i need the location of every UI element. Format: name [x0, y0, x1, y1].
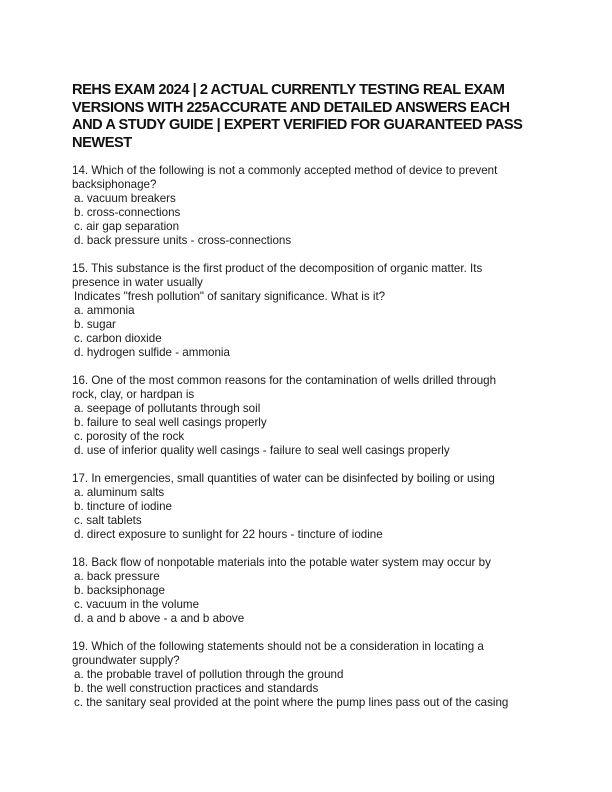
question-stem: 17. In emergencies, small quantities of water can be disinfected by boiling or using	[72, 472, 495, 485]
question-stem: 18. Back flow of nonpotable materials into the potable water system may occur by	[72, 556, 491, 569]
question-18	[72, 556, 572, 626]
question-17	[72, 472, 572, 542]
answer-option: d. hydrogen sulfide - ammonia	[74, 346, 230, 359]
question-14	[72, 164, 572, 248]
question-15	[72, 262, 572, 360]
answer-option: b. tincture of iodine	[74, 500, 172, 513]
title-line: VERSIONS WITH 225ACCURATE AND DETAILED ANSWERS EACH	[72, 99, 510, 116]
answer-option: c. vacuum in the volume	[74, 598, 200, 611]
answer-option: a. back pressure	[74, 570, 160, 583]
answer-option: d. direct exposure to sunlight for 22 hours - tincture of iodine	[74, 528, 383, 541]
answer-option: d. use of inferior quality well casings - failure to seal well casings properly	[74, 444, 450, 457]
question-19	[72, 640, 572, 710]
answer-option: c. porosity of the rock	[74, 430, 185, 443]
answer-option: b. the well construction practices and standards	[74, 682, 319, 695]
question-stem: 19. Which of the following statements should not be a consideration in locating a	[72, 640, 484, 653]
answer-option: b. backsiphonage	[74, 584, 165, 597]
answer-option: d. back pressure units - cross-connections	[74, 234, 292, 247]
answer-option: b. cross-connections	[74, 206, 181, 219]
question-stem: backsiphonage?	[72, 178, 157, 191]
question-stem: Indicates "fresh pollution" of sanitary significance. What is it?	[74, 290, 386, 303]
question-stem: presence in water usually	[72, 276, 203, 289]
answer-option: a. aluminum salts	[74, 486, 165, 499]
answer-option: c. the sanitary seal provided at the point where the pump lines pass out of the casing	[74, 696, 509, 709]
answer-option: c. air gap separation	[74, 220, 180, 233]
question-stem: 16. One of the most common reasons for the contamination of wells drilled through	[72, 374, 497, 387]
answer-option: a. seepage of pollutants through soil	[74, 402, 261, 415]
question-16	[72, 374, 572, 458]
title-line: REHS EXAM 2024 | 2 ACTUAL CURRENTLY TESTING REAL EXAM	[72, 82, 505, 98]
answer-option: a. the probable travel of pollution through the ground	[74, 668, 344, 681]
title-line: NEWEST	[72, 134, 132, 151]
answer-option: b. sugar	[74, 318, 116, 331]
title-line: AND A STUDY GUIDE | EXPERT VERIFIED FOR GUARANTEED PASS	[72, 117, 523, 133]
document-title	[72, 82, 572, 152]
question-stem: rock, clay, or hardpan is	[72, 388, 195, 401]
answer-option: a. vacuum breakers	[74, 192, 176, 205]
answer-option: a. ammonia	[74, 304, 135, 317]
question-stem: 15. This substance is the first product of the decomposition of organic matter. Its	[72, 262, 483, 275]
question-stem: 14. Which of the following is not a commonly accepted method of device to prevent	[72, 164, 498, 177]
answer-option: d. a and b above - a and b above	[74, 612, 245, 625]
question-stem: groundwater supply?	[72, 654, 180, 667]
answer-option: b. failure to seal well casings properly	[74, 416, 267, 429]
answer-option: c. salt tablets	[74, 514, 142, 527]
answer-option: c. carbon dioxide	[74, 332, 162, 345]
